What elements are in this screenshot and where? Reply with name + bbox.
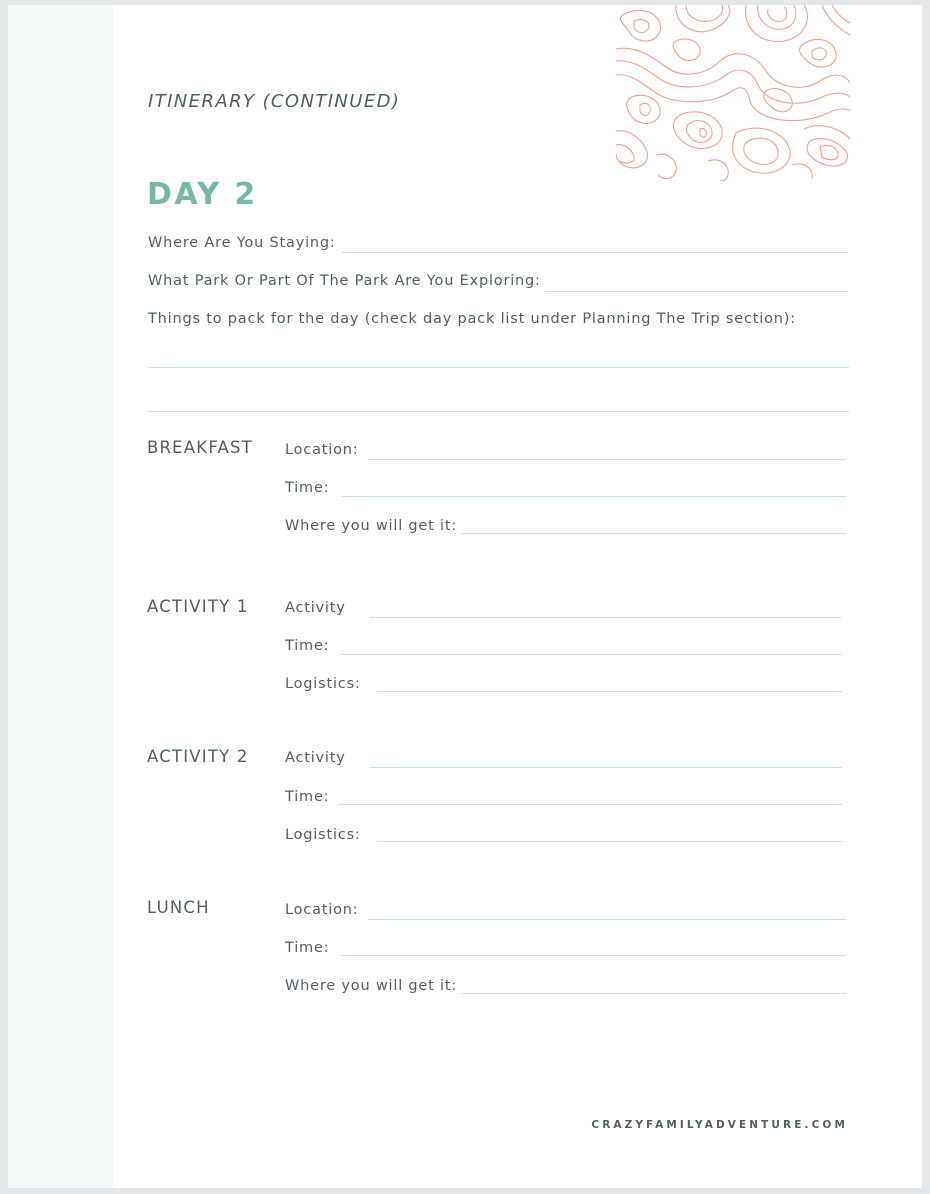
activity1-logistics-label: Logistics: bbox=[285, 676, 361, 692]
lunch-time-label: Time: bbox=[285, 940, 330, 956]
pack-label: Things to pack for the day (check day pack list under Planning The Trip section): bbox=[148, 311, 796, 327]
lunch-location-label: Location: bbox=[285, 902, 359, 918]
breakfast-time-line[interactable] bbox=[341, 496, 846, 497]
lunch-time-line[interactable] bbox=[341, 955, 846, 956]
day-title: DAY 2 bbox=[147, 177, 258, 212]
breakfast-location-label: Location: bbox=[285, 442, 359, 458]
activity2-activity-line[interactable] bbox=[370, 767, 842, 768]
staying-input-line[interactable] bbox=[342, 252, 848, 253]
activity2-logistics-line[interactable] bbox=[377, 841, 843, 842]
lunch-location-line[interactable] bbox=[368, 919, 846, 920]
lunch-where-line[interactable] bbox=[461, 993, 846, 994]
breakfast-location-line[interactable] bbox=[368, 459, 846, 460]
activity1-logistics-line[interactable] bbox=[377, 691, 842, 692]
page-subtitle: ITINERARY (CONTINUED) bbox=[148, 91, 401, 112]
park-input-line[interactable] bbox=[545, 291, 848, 292]
pack-input-line-2[interactable] bbox=[148, 411, 849, 412]
breakfast-where-label: Where you will get it: bbox=[285, 518, 458, 534]
footer-website: CRAZYFAMILYADVENTURE.COM bbox=[591, 1119, 848, 1131]
activity2-time-label: Time: bbox=[285, 789, 330, 805]
breakfast-where-line[interactable] bbox=[461, 533, 846, 534]
activity1-time-line[interactable] bbox=[339, 654, 842, 655]
activity1-time-label: Time: bbox=[285, 638, 330, 654]
topographic-pattern-icon bbox=[616, 5, 850, 181]
lunch-where-label: Where you will get it: bbox=[285, 978, 458, 994]
activity1-activity-line[interactable] bbox=[370, 617, 841, 618]
activity2-activity-label: Activity bbox=[285, 750, 346, 766]
activity2-title: ACTIVITY 2 bbox=[147, 747, 249, 766]
breakfast-title: BREAKFAST bbox=[147, 438, 253, 457]
pack-input-line-1[interactable] bbox=[148, 367, 849, 368]
staying-label: Where Are You Staying: bbox=[148, 235, 336, 251]
left-accent-strip bbox=[8, 5, 113, 1188]
activity2-logistics-label: Logistics: bbox=[285, 827, 361, 843]
activity2-time-line[interactable] bbox=[338, 804, 842, 805]
activity1-activity-label: Activity bbox=[285, 600, 346, 616]
park-label: What Park Or Part Of The Park Are You Exploring: bbox=[148, 273, 541, 289]
activity1-title: ACTIVITY 1 bbox=[147, 597, 249, 616]
breakfast-time-label: Time: bbox=[285, 480, 330, 496]
lunch-title: LUNCH bbox=[147, 898, 210, 917]
itinerary-page bbox=[8, 5, 922, 1188]
